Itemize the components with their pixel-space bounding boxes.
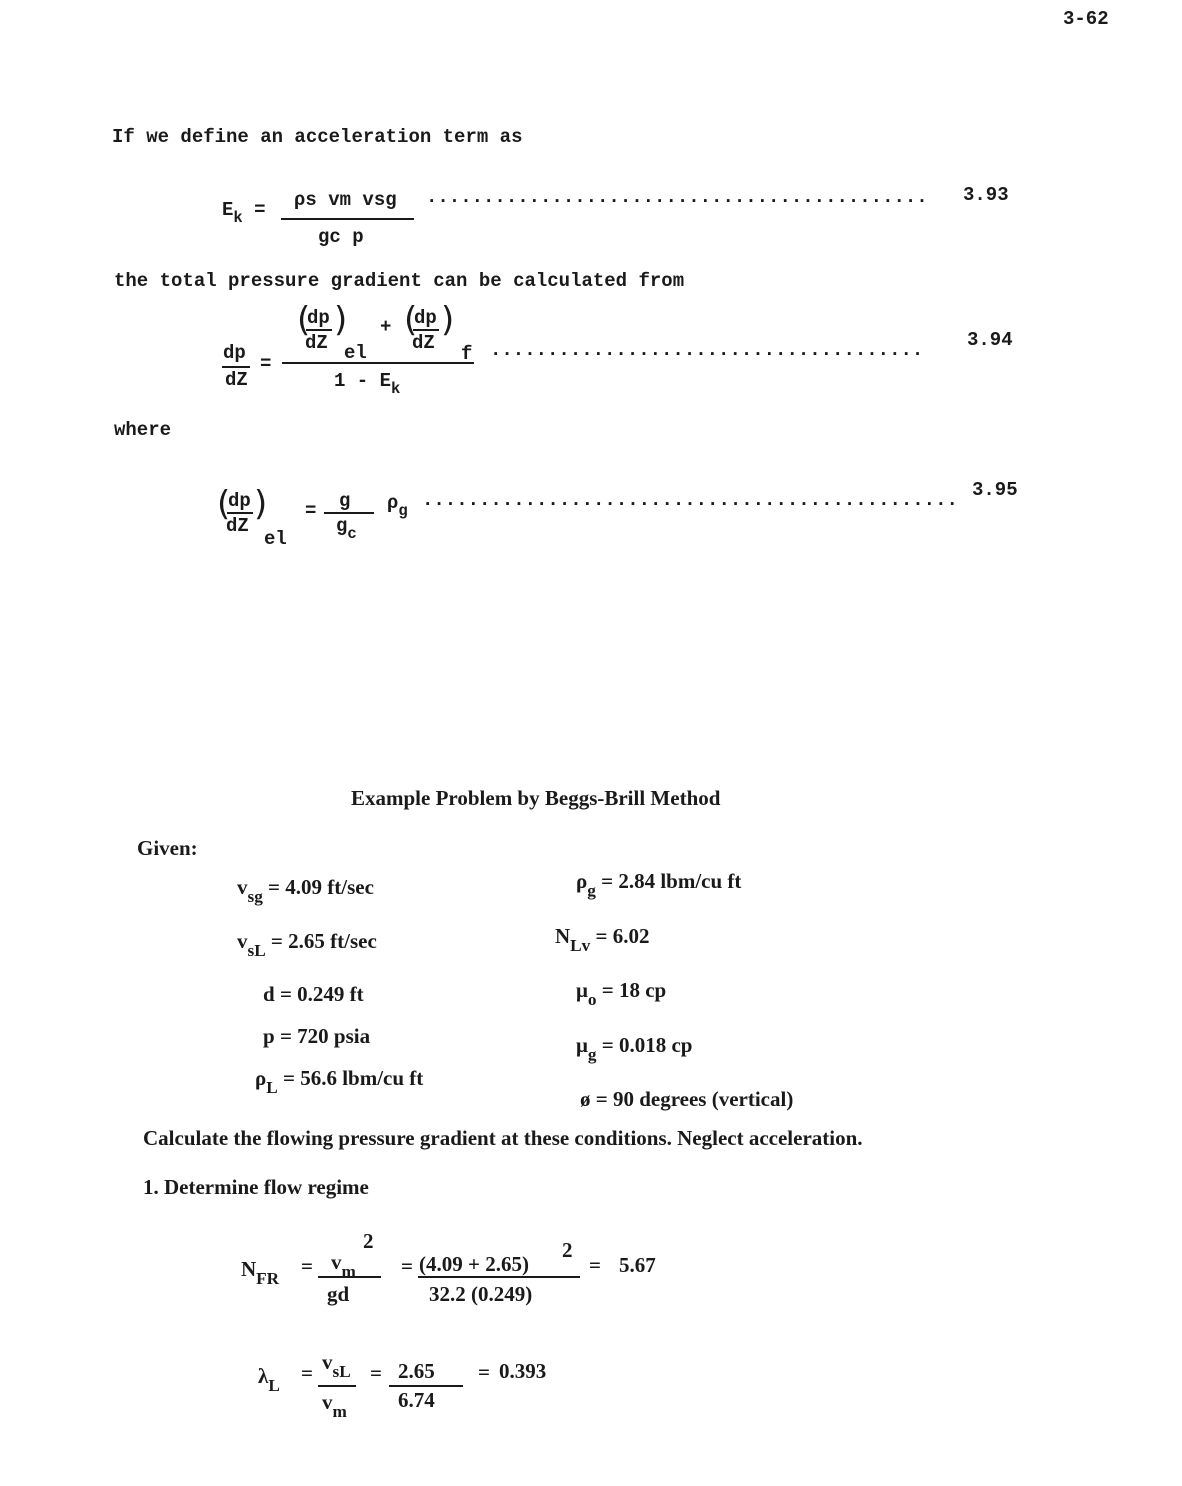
nfr-num1: $v_m$ <box>331 1250 356 1281</box>
lambda-den2: 6.74 <box>398 1388 435 1412</box>
lambda-bar-2 <box>389 1385 463 1387</box>
where-label: where <box>114 419 172 441</box>
eq394-term2-bar <box>413 329 439 331</box>
given-left-row: $\rho_L = 56.6$ lbm/cu ft <box>255 1066 424 1097</box>
eq394-lhs-den: dZ <box>225 369 248 391</box>
eq394-term2-den: dZ <box>412 332 435 354</box>
eq393-number: 3.93 <box>963 184 1009 206</box>
eq393-dots: ............................................ <box>426 186 928 208</box>
nfr-result: 5.67 <box>619 1253 656 1277</box>
given-left-row: p = 720 psia <box>263 1024 371 1048</box>
lambda-equals-3: = <box>478 1360 490 1384</box>
eq394-denominator: $1 - E_k$ <box>334 370 401 398</box>
eq394-term1-num: dp <box>307 307 330 329</box>
eq394-left-paren: ( <box>297 300 311 340</box>
eq394-left-paren-2: ( <box>404 300 418 340</box>
eq394-f-sub: f <box>461 343 473 365</box>
nfr-lhs: $N_{FR}$ <box>241 1257 280 1288</box>
eq395-equals: = <box>305 500 317 522</box>
eq394-equals: = <box>260 353 272 375</box>
nfr-equals-2: = <box>401 1254 413 1278</box>
lambda-bar-1 <box>318 1385 356 1387</box>
eq394-right-paren: ) <box>334 300 348 340</box>
given-left-row: $v_{sL} = 2.65$ ft/sec <box>237 929 377 960</box>
lambda-equals-1: = <box>301 1361 313 1385</box>
given-right-row: $\mu_g = 0.018$ cp <box>576 1033 693 1064</box>
nfr-den1: gd <box>327 1282 350 1306</box>
intro-text: If we define an acceleration term as <box>112 126 523 148</box>
nfr-num2-sup: 2 <box>562 1238 573 1262</box>
eq394-right-paren-2: ) <box>441 300 455 340</box>
nfr-bar-2 <box>418 1276 580 1278</box>
eq395-frac-num: g <box>339 490 351 512</box>
eq395-number: 3.95 <box>972 479 1018 501</box>
given-left-row: $v_{sg} = 4.09$ ft/sec <box>237 875 374 906</box>
eq393-lhs: $E_k$ = <box>222 199 266 227</box>
eq393-fraction-bar <box>281 218 414 220</box>
nfr-equals-3: = <box>589 1253 601 1277</box>
eq394-lhs-bar <box>222 366 250 368</box>
eq395-el-sub: el <box>264 528 287 550</box>
given-left-row: d = 0.249 ft <box>263 982 364 1006</box>
eq394-term2-num: dp <box>414 307 437 329</box>
eq394-number: 3.94 <box>967 329 1013 351</box>
given-right-row: $\rho_g = 2.84$ lbm/cu ft <box>576 869 742 900</box>
lambda-num1: $v_{sL}$ <box>322 1350 351 1381</box>
given-right-row: $N_{Lv} = 6.02$ <box>555 924 650 955</box>
eq395-dots: ............................................... <box>422 489 958 511</box>
nfr-equals-1: = <box>301 1254 313 1278</box>
page-number: 3-62 <box>1063 8 1109 30</box>
eq395-frac-den: $g_c$ <box>336 515 357 543</box>
nfr-num1-sup: 2 <box>363 1229 374 1253</box>
lambda-result: 0.393 <box>499 1359 547 1383</box>
eq394-fraction-bar <box>282 362 474 364</box>
eq395-term-bar <box>227 512 253 514</box>
eq394-dots: ...................................... <box>490 339 924 361</box>
given-label: Given: <box>137 836 198 860</box>
lambda-lhs: $\lambda_L$ <box>258 1364 280 1395</box>
eq394-term1-den: dZ <box>305 332 328 354</box>
lambda-equals-2: = <box>370 1361 382 1385</box>
nfr-num2: (4.09 + 2.65) <box>419 1252 529 1276</box>
lambda-num2: 2.65 <box>398 1359 435 1383</box>
step-1-heading: 1. Determine flow regime <box>143 1175 369 1199</box>
given-right-row: ø = 90 degrees (vertical) <box>580 1087 794 1111</box>
eq394-lhs-num: dp <box>223 342 246 364</box>
total-gradient-text: the total pressure gradient can be calculated from <box>114 270 685 292</box>
calc-statement: Calculate the flowing pressure gradient at these conditions. Neglect acceleration. <box>143 1126 863 1150</box>
eq394-term1-bar <box>306 329 332 331</box>
eq395-term-den: dZ <box>226 515 249 537</box>
eq395-right-paren: ) <box>254 484 268 524</box>
eq393-denominator: gc p <box>318 226 364 248</box>
eq394-plus: + <box>380 316 392 338</box>
eq395-fraction-bar <box>324 512 374 514</box>
lambda-den1: $v_m$ <box>322 1390 347 1421</box>
eq393-numerator: ρs vm vsg <box>294 189 397 211</box>
nfr-bar-1 <box>318 1276 381 1278</box>
eq395-left-paren: ( <box>217 484 231 524</box>
eq394-el-sub: el <box>344 342 367 364</box>
eq395-term-num: dp <box>228 490 251 512</box>
example-title: Example Problem by Beggs-Brill Method <box>351 786 721 810</box>
given-right-row: $\mu_o = 18$ cp <box>576 978 667 1009</box>
eq395-rho: $\rho_g$ <box>387 492 408 520</box>
nfr-den2: 32.2 (0.249) <box>429 1282 533 1306</box>
